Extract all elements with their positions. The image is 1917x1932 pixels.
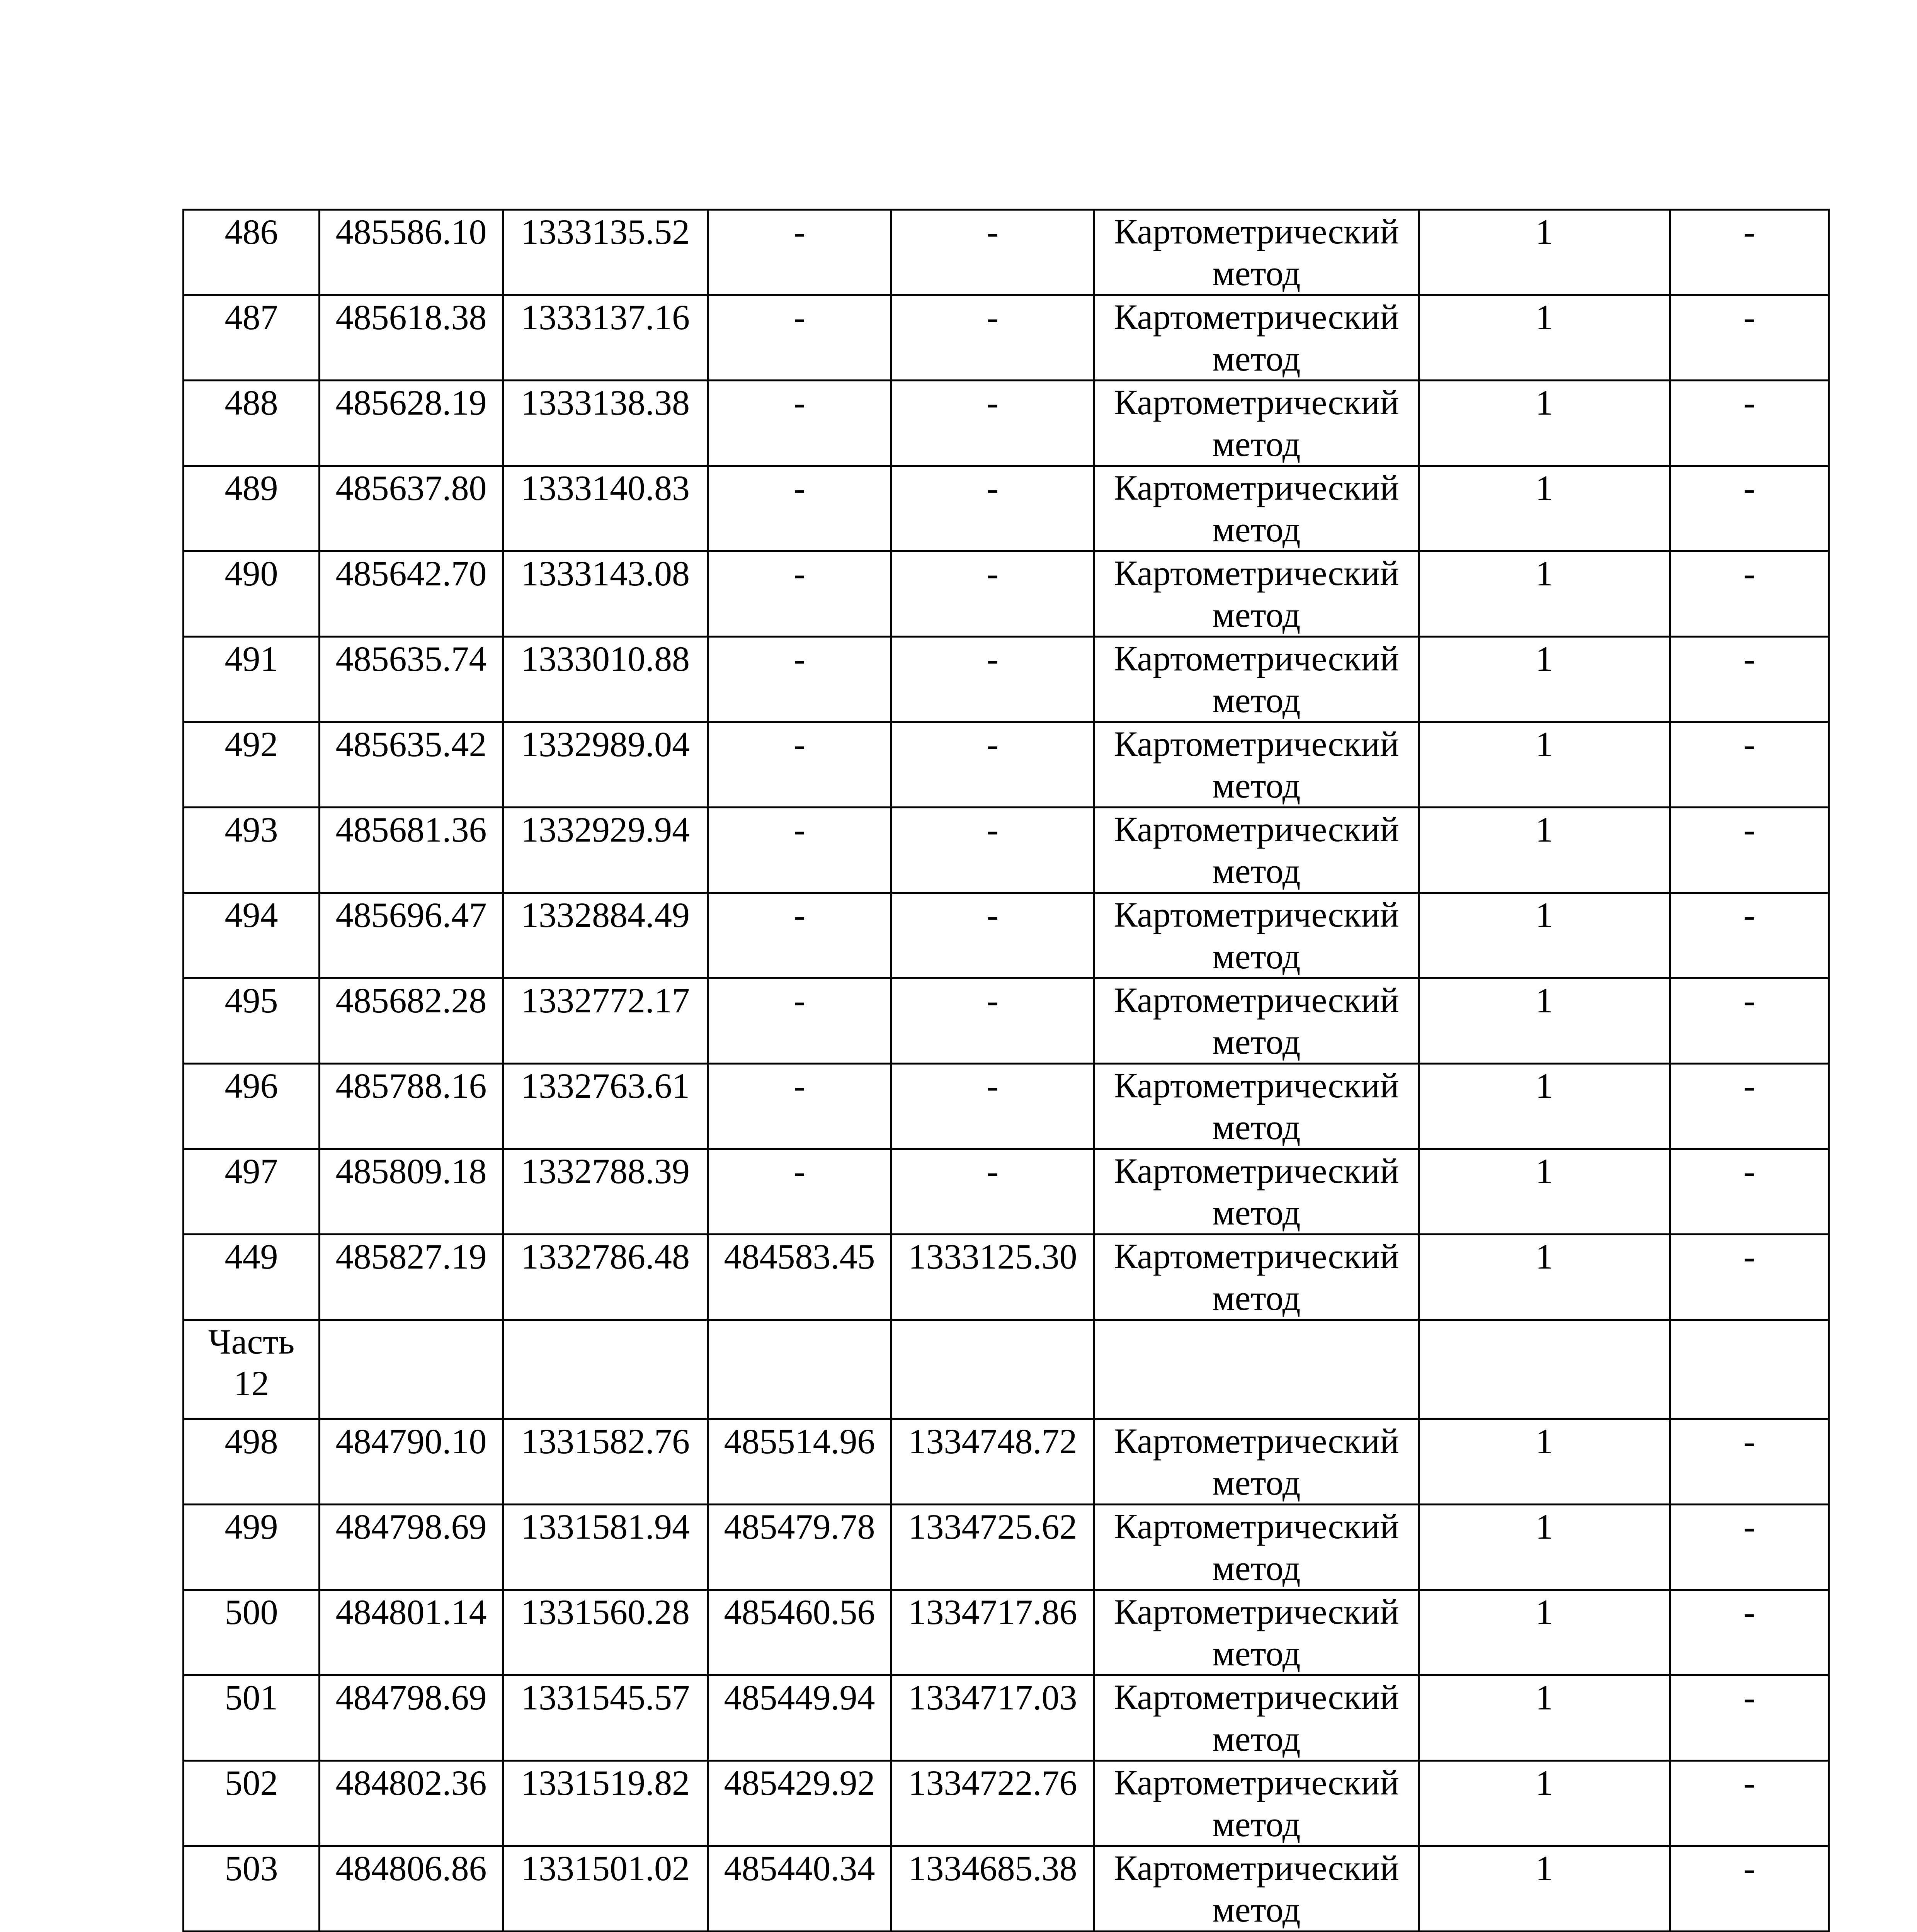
note-cell: - — [1670, 210, 1829, 295]
table-body — [184, 210, 1829, 1932]
accuracy-cell: 1 — [1419, 722, 1670, 808]
y-coordinate-2-cell: - — [891, 466, 1094, 551]
point-number-cell: 498 — [184, 1419, 320, 1505]
x-coordinate-cell: 484798.69 — [320, 1505, 503, 1590]
method-cell — [1094, 1846, 1419, 1932]
y-coordinate-cell: 1331581.94 — [503, 1505, 708, 1590]
x-coordinate-2-cell: - — [708, 808, 891, 893]
method-line: Картометрический — [1114, 1677, 1399, 1717]
method-line: метод — [1212, 339, 1301, 378]
method-line: метод — [1212, 680, 1301, 720]
method-cell — [1094, 1590, 1419, 1675]
coordinates-table — [182, 209, 1830, 1932]
note-cell: - — [1670, 1149, 1829, 1235]
method-line: метод — [1212, 510, 1301, 549]
table-row — [184, 978, 1829, 1064]
x-coordinate-2-cell: 485429.92 — [708, 1761, 891, 1846]
note-cell: - — [1670, 551, 1829, 637]
method-line: Картометрический — [1114, 383, 1399, 422]
accuracy-cell: 1 — [1419, 1149, 1670, 1235]
empty-cell — [1419, 1320, 1670, 1419]
accuracy-cell: 1 — [1419, 1064, 1670, 1149]
y-coordinate-2-cell: 1334748.72 — [891, 1419, 1094, 1505]
y-coordinate-2-cell: 1334722.76 — [891, 1761, 1094, 1846]
x-coordinate-2-cell: - — [708, 1149, 891, 1235]
method-line: метод — [1212, 253, 1301, 293]
point-number-cell: 486 — [184, 210, 320, 295]
y-coordinate-2-cell: 1334717.86 — [891, 1590, 1094, 1675]
note-cell: - — [1670, 1590, 1829, 1675]
accuracy-cell: 1 — [1419, 637, 1670, 722]
x-coordinate-2-cell: - — [708, 722, 891, 808]
method-cell — [1094, 1235, 1419, 1320]
note-cell: - — [1670, 637, 1829, 722]
accuracy-cell: 1 — [1419, 978, 1670, 1064]
method-cell — [1094, 1149, 1419, 1235]
note-cell: - — [1670, 893, 1829, 978]
x-coordinate-cell: 485681.36 — [320, 808, 503, 893]
y-coordinate-2-cell: 1334717.03 — [891, 1675, 1094, 1761]
point-number-cell: 492 — [184, 722, 320, 808]
method-cell — [1094, 722, 1419, 808]
y-coordinate-cell: 1333143.08 — [503, 551, 708, 637]
x-coordinate-cell: 484806.86 — [320, 1846, 503, 1932]
method-line: Картометрический — [1114, 1592, 1399, 1631]
y-coordinate-cell: 1332989.04 — [503, 722, 708, 808]
y-coordinate-2-cell: 1333125.30 — [891, 1235, 1094, 1320]
method-line: Картометрический — [1114, 1763, 1399, 1802]
method-line: Картометрический — [1114, 1507, 1399, 1546]
accuracy-cell: 1 — [1419, 1235, 1670, 1320]
method-line: Картометрический — [1114, 1421, 1399, 1461]
method-cell — [1094, 893, 1419, 978]
x-coordinate-cell: 484790.10 — [320, 1419, 503, 1505]
table-row — [184, 210, 1829, 295]
note-cell: - — [1670, 808, 1829, 893]
empty-cell — [1670, 1320, 1829, 1419]
table-row — [184, 1419, 1829, 1505]
method-line: Картометрический — [1114, 639, 1399, 678]
table-row — [184, 466, 1829, 551]
note-cell: - — [1670, 722, 1829, 808]
x-coordinate-cell: 485788.16 — [320, 1064, 503, 1149]
y-coordinate-2-cell: - — [891, 637, 1094, 722]
method-line: Картометрический — [1114, 297, 1399, 337]
accuracy-cell: 1 — [1419, 1761, 1670, 1846]
point-number-cell: 503 — [184, 1846, 320, 1932]
method-cell — [1094, 808, 1419, 893]
x-coordinate-cell: 485586.10 — [320, 210, 503, 295]
method-line: метод — [1212, 1719, 1301, 1759]
method-line: Картометрический — [1114, 810, 1399, 849]
x-coordinate-cell: 485642.70 — [320, 551, 503, 637]
point-number-cell: 490 — [184, 551, 320, 637]
method-cell — [1094, 551, 1419, 637]
point-number-cell: 499 — [184, 1505, 320, 1590]
method-cell — [1094, 466, 1419, 551]
method-line: метод — [1212, 1890, 1301, 1929]
table-row — [184, 295, 1829, 381]
y-coordinate-cell: 1333010.88 — [503, 637, 708, 722]
method-line: метод — [1212, 1278, 1301, 1318]
y-coordinate-2-cell: - — [891, 808, 1094, 893]
x-coordinate-2-cell: 485479.78 — [708, 1505, 891, 1590]
accuracy-cell: 1 — [1419, 808, 1670, 893]
empty-cell — [891, 1320, 1094, 1419]
y-coordinate-2-cell: - — [891, 893, 1094, 978]
note-cell: - — [1670, 466, 1829, 551]
y-coordinate-2-cell: - — [891, 722, 1094, 808]
method-line: Картометрический — [1114, 1066, 1399, 1105]
y-coordinate-cell: 1333140.83 — [503, 466, 708, 551]
point-number-cell: 449 — [184, 1235, 320, 1320]
x-coordinate-2-cell: - — [708, 295, 891, 381]
x-coordinate-cell: 484802.36 — [320, 1761, 503, 1846]
method-line: метод — [1212, 1022, 1301, 1061]
method-line: метод — [1212, 1548, 1301, 1588]
section-label-line: Часть — [208, 1322, 295, 1361]
table-row — [184, 1846, 1829, 1932]
table-row — [184, 1064, 1829, 1149]
method-cell — [1094, 295, 1419, 381]
method-line: метод — [1212, 1107, 1301, 1147]
y-coordinate-cell: 1332788.39 — [503, 1149, 708, 1235]
table-row — [184, 551, 1829, 637]
point-number-cell: 494 — [184, 893, 320, 978]
method-line: метод — [1212, 1804, 1301, 1844]
method-cell — [1094, 1761, 1419, 1846]
accuracy-cell: 1 — [1419, 1675, 1670, 1761]
accuracy-cell: 1 — [1419, 295, 1670, 381]
y-coordinate-cell: 1332763.61 — [503, 1064, 708, 1149]
y-coordinate-cell: 1332884.49 — [503, 893, 708, 978]
x-coordinate-cell: 485827.19 — [320, 1235, 503, 1320]
note-cell: - — [1670, 1675, 1829, 1761]
empty-cell — [1094, 1320, 1419, 1419]
method-line: Картометрический — [1114, 1848, 1399, 1888]
point-number-cell: 489 — [184, 466, 320, 551]
method-line: метод — [1212, 766, 1301, 805]
point-number-cell: 501 — [184, 1675, 320, 1761]
y-coordinate-cell: 1331545.57 — [503, 1675, 708, 1761]
method-line: Картометрический — [1114, 895, 1399, 934]
note-cell: - — [1670, 295, 1829, 381]
x-coordinate-cell: 485696.47 — [320, 893, 503, 978]
accuracy-cell: 1 — [1419, 1590, 1670, 1675]
method-cell — [1094, 978, 1419, 1064]
point-number-cell: 487 — [184, 295, 320, 381]
section-header-row — [184, 1320, 1829, 1419]
table-row — [184, 1149, 1829, 1235]
empty-cell — [503, 1320, 708, 1419]
accuracy-cell: 1 — [1419, 466, 1670, 551]
note-cell: - — [1670, 1505, 1829, 1590]
x-coordinate-2-cell: 485460.56 — [708, 1590, 891, 1675]
y-coordinate-2-cell: 1334685.38 — [891, 1846, 1094, 1932]
section-label-cell — [184, 1320, 320, 1419]
y-coordinate-2-cell: - — [891, 551, 1094, 637]
point-number-cell: 488 — [184, 381, 320, 466]
y-coordinate-2-cell: - — [891, 295, 1094, 381]
accuracy-cell: 1 — [1419, 1505, 1670, 1590]
y-coordinate-cell: 1331560.28 — [503, 1590, 708, 1675]
y-coordinate-2-cell: - — [891, 381, 1094, 466]
y-coordinate-2-cell: - — [891, 1064, 1094, 1149]
note-cell: - — [1670, 1846, 1829, 1932]
x-coordinate-2-cell: - — [708, 893, 891, 978]
y-coordinate-cell: 1333135.52 — [503, 210, 708, 295]
y-coordinate-cell: 1331519.82 — [503, 1761, 708, 1846]
point-number-cell: 493 — [184, 808, 320, 893]
table-row — [184, 381, 1829, 466]
x-coordinate-2-cell: - — [708, 381, 891, 466]
method-cell — [1094, 1064, 1419, 1149]
x-coordinate-cell: 485637.80 — [320, 466, 503, 551]
method-line: метод — [1212, 1193, 1301, 1232]
x-coordinate-2-cell: - — [708, 210, 891, 295]
point-number-cell: 497 — [184, 1149, 320, 1235]
x-coordinate-2-cell: 485514.96 — [708, 1419, 891, 1505]
accuracy-cell: 1 — [1419, 1419, 1670, 1505]
method-line: Картометрический — [1114, 553, 1399, 593]
x-coordinate-2-cell: 485440.34 — [708, 1846, 891, 1932]
accuracy-cell: 1 — [1419, 381, 1670, 466]
x-coordinate-cell: 484798.69 — [320, 1675, 503, 1761]
method-line: Картометрический — [1114, 468, 1399, 507]
accuracy-cell: 1 — [1419, 210, 1670, 295]
x-coordinate-cell: 485682.28 — [320, 978, 503, 1064]
method-line: Картометрический — [1114, 212, 1399, 251]
note-cell: - — [1670, 978, 1829, 1064]
table-row — [184, 808, 1829, 893]
method-cell — [1094, 210, 1419, 295]
accuracy-cell: 1 — [1419, 551, 1670, 637]
y-coordinate-cell: 1332772.17 — [503, 978, 708, 1064]
method-line: метод — [1212, 1634, 1301, 1673]
note-cell: - — [1670, 1064, 1829, 1149]
method-line: метод — [1212, 937, 1301, 976]
x-coordinate-cell: 485809.18 — [320, 1149, 503, 1235]
y-coordinate-cell: 1332786.48 — [503, 1235, 708, 1320]
note-cell: - — [1670, 1761, 1829, 1846]
method-line: Картометрический — [1114, 980, 1399, 1020]
method-line: Картометрический — [1114, 724, 1399, 764]
accuracy-cell: 1 — [1419, 893, 1670, 978]
method-line: Картометрический — [1114, 1151, 1399, 1190]
x-coordinate-2-cell: 485449.94 — [708, 1675, 891, 1761]
y-coordinate-2-cell: - — [891, 1149, 1094, 1235]
x-coordinate-cell: 485635.42 — [320, 722, 503, 808]
x-coordinate-cell: 485618.38 — [320, 295, 503, 381]
empty-cell — [320, 1320, 503, 1419]
note-cell: - — [1670, 1419, 1829, 1505]
x-coordinate-2-cell: - — [708, 551, 891, 637]
point-number-cell: 500 — [184, 1590, 320, 1675]
note-cell: - — [1670, 381, 1829, 466]
table-row — [184, 722, 1829, 808]
y-coordinate-cell: 1331582.76 — [503, 1419, 708, 1505]
table-row — [184, 1590, 1829, 1675]
method-cell — [1094, 1505, 1419, 1590]
method-cell — [1094, 637, 1419, 722]
point-number-cell: 495 — [184, 978, 320, 1064]
x-coordinate-2-cell: - — [708, 978, 891, 1064]
table-row — [184, 1505, 1829, 1590]
table-row — [184, 1235, 1829, 1320]
method-cell — [1094, 1675, 1419, 1761]
x-coordinate-cell: 485628.19 — [320, 381, 503, 466]
empty-cell — [708, 1320, 891, 1419]
y-coordinate-2-cell: 1334725.62 — [891, 1505, 1094, 1590]
method-line: метод — [1212, 851, 1301, 891]
x-coordinate-2-cell: - — [708, 466, 891, 551]
method-line: метод — [1212, 1463, 1301, 1502]
point-number-cell: 491 — [184, 637, 320, 722]
point-number-cell: 502 — [184, 1761, 320, 1846]
method-line: метод — [1212, 595, 1301, 634]
point-number-cell: 496 — [184, 1064, 320, 1149]
method-line: Картометрический — [1114, 1236, 1399, 1276]
x-coordinate-cell: 484801.14 — [320, 1590, 503, 1675]
y-coordinate-cell: 1333137.16 — [503, 295, 708, 381]
accuracy-cell: 1 — [1419, 1846, 1670, 1932]
y-coordinate-cell: 1332929.94 — [503, 808, 708, 893]
note-cell: - — [1670, 1235, 1829, 1320]
y-coordinate-2-cell: - — [891, 978, 1094, 1064]
method-cell — [1094, 1419, 1419, 1505]
x-coordinate-2-cell: - — [708, 637, 891, 722]
table-row — [184, 637, 1829, 722]
y-coordinate-2-cell: - — [891, 210, 1094, 295]
table-row — [184, 1761, 1829, 1846]
method-cell — [1094, 381, 1419, 466]
y-coordinate-cell: 1331501.02 — [503, 1846, 708, 1932]
table-row — [184, 1675, 1829, 1761]
x-coordinate-2-cell: - — [708, 1064, 891, 1149]
section-label-line: 12 — [233, 1364, 269, 1403]
x-coordinate-2-cell: 484583.45 — [708, 1235, 891, 1320]
x-coordinate-cell: 485635.74 — [320, 637, 503, 722]
table-row — [184, 893, 1829, 978]
method-line: метод — [1212, 424, 1301, 464]
y-coordinate-cell: 1333138.38 — [503, 381, 708, 466]
